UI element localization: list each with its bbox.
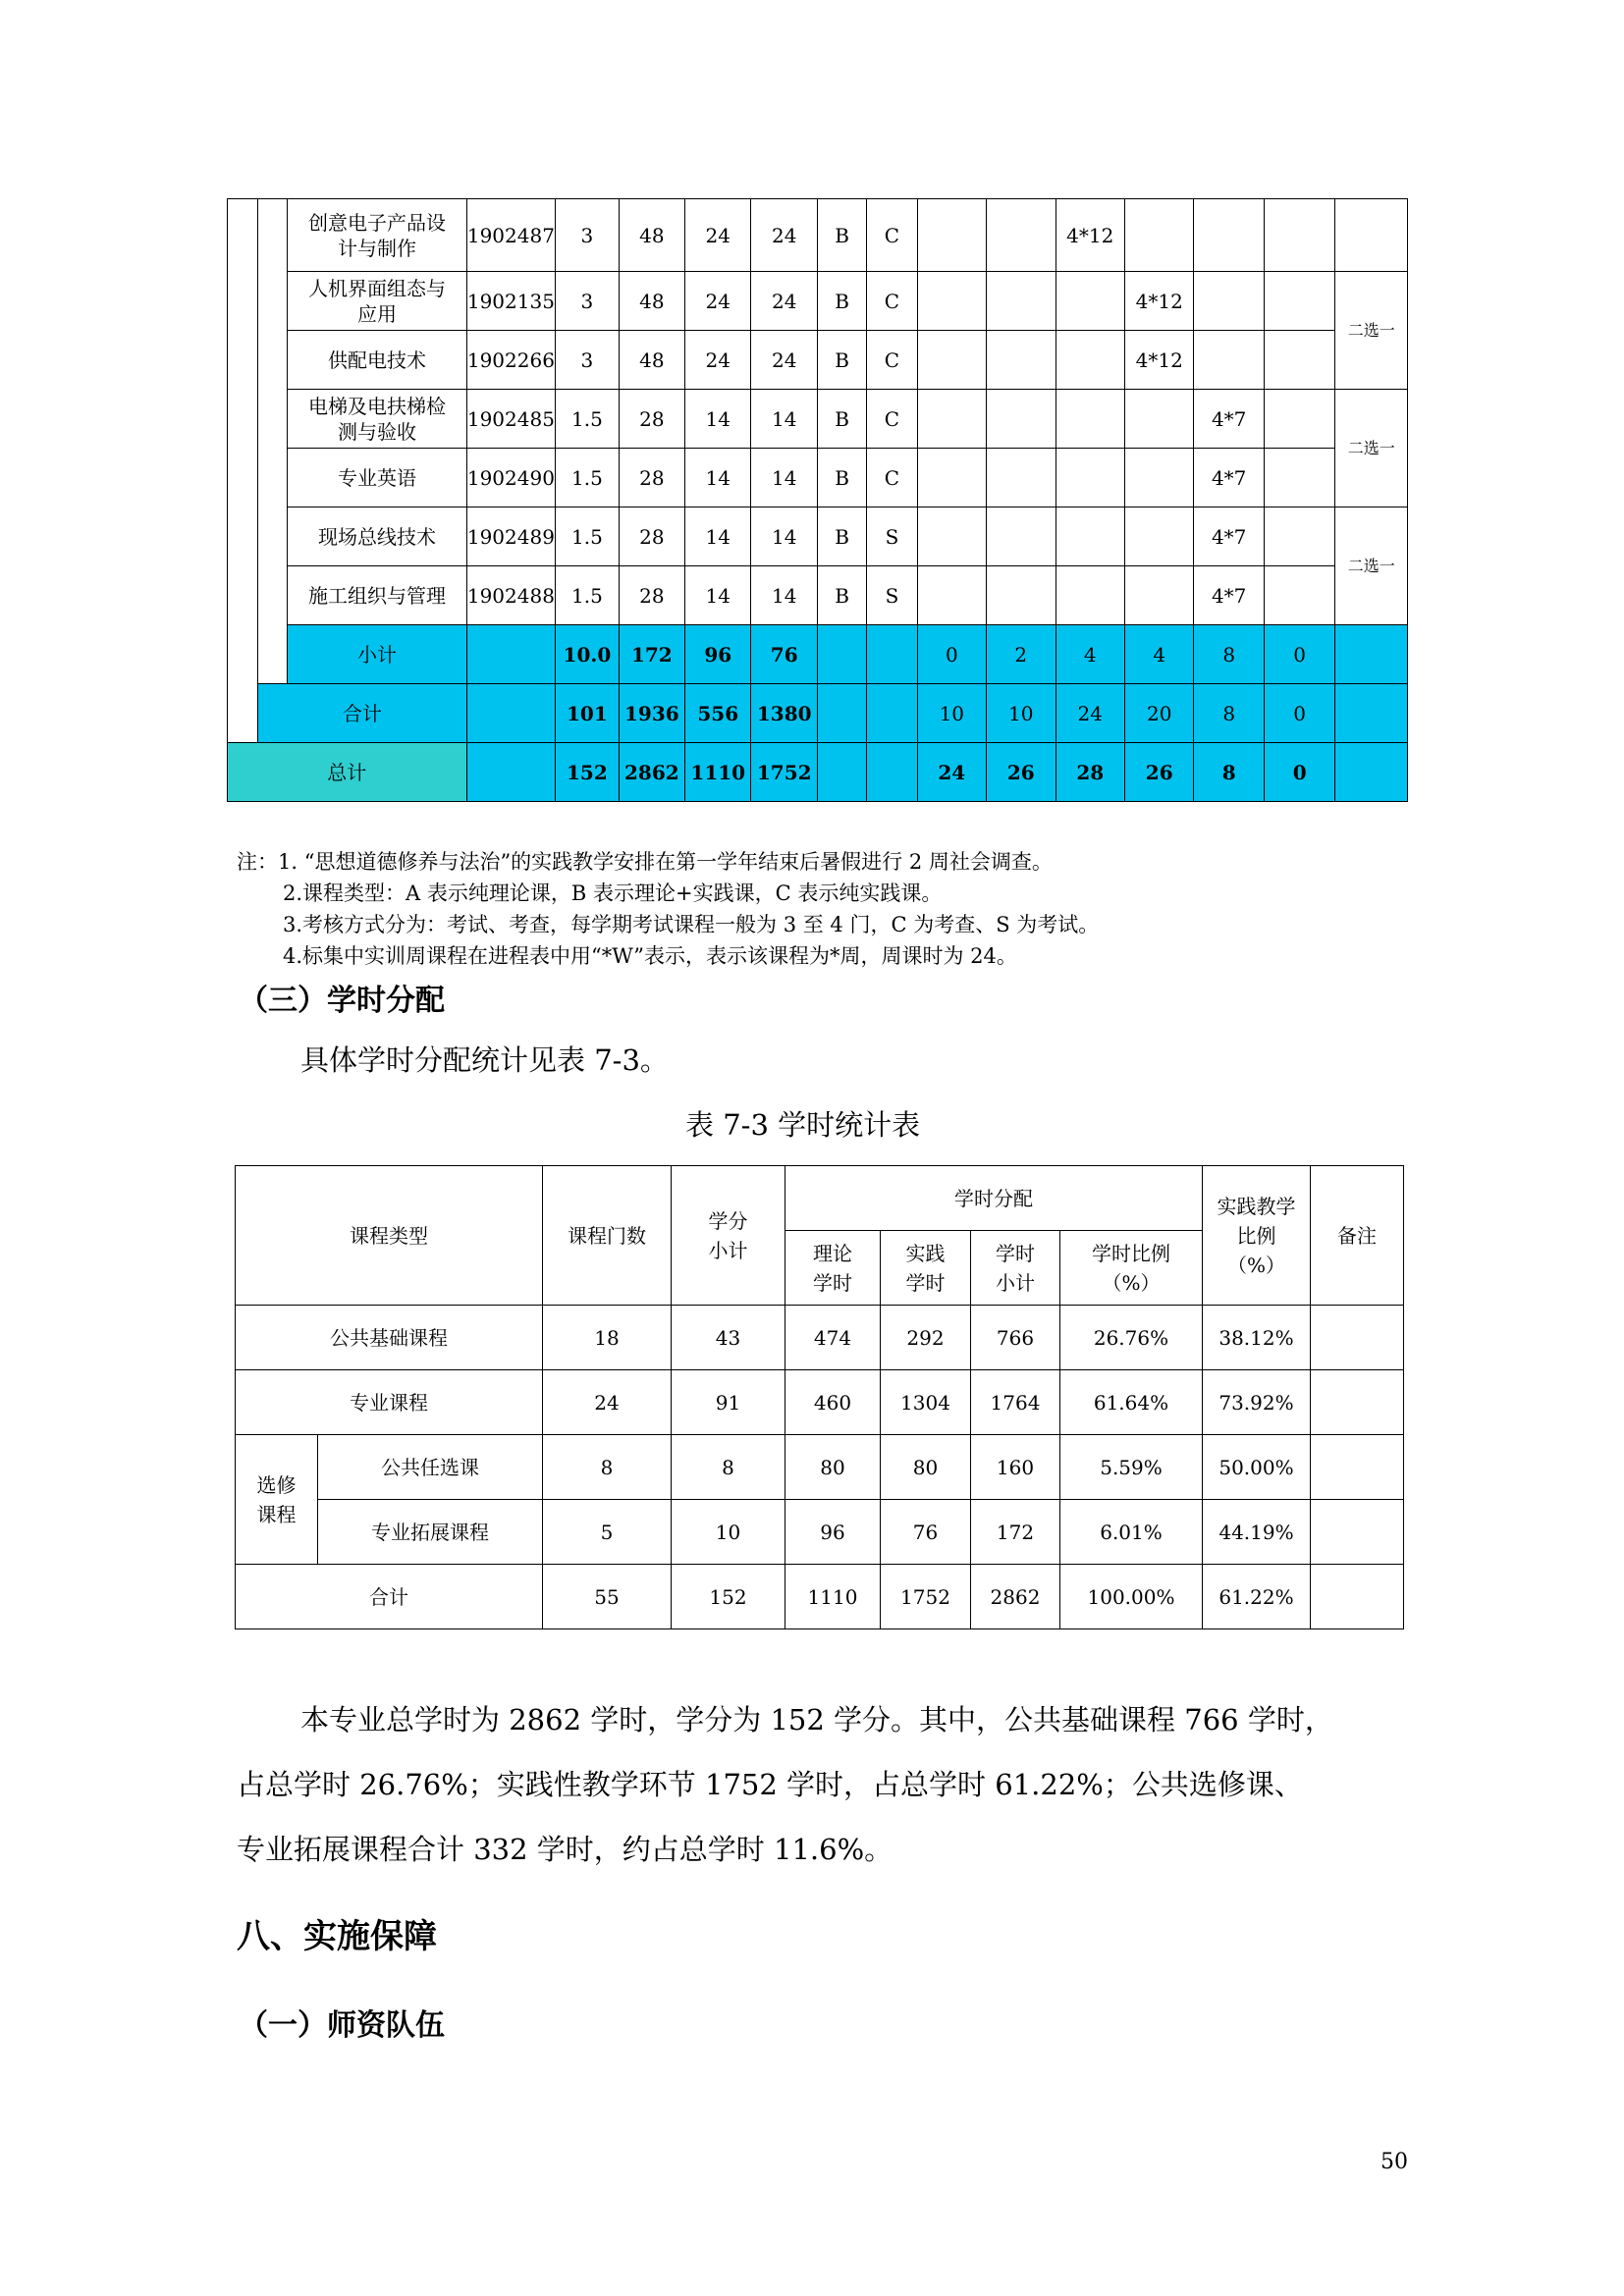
cell-s6 — [1264, 566, 1334, 625]
cell-s4 — [1124, 199, 1193, 272]
header-remark: 备注 — [1311, 1166, 1404, 1306]
cell-s3: 28 — [1056, 743, 1124, 802]
cell-remark — [1335, 625, 1408, 684]
cell-credit: 10 — [672, 1500, 785, 1565]
cell-total: 172 — [619, 625, 684, 684]
cell-s5: 4*7 — [1194, 390, 1264, 449]
cell-practice: 14 — [751, 390, 817, 449]
cell-s6 — [1264, 390, 1334, 449]
cell-subtotal: 172 — [971, 1500, 1060, 1565]
note-3: 3.考核方式分为：考试、考查，每学期考试课程一般为 3 至 4 门，C 为考查、S 为考试。 — [283, 913, 1100, 936]
cell-s6 — [1264, 272, 1334, 331]
header-practice-ratio: 实践教学比例（%） — [1203, 1166, 1311, 1306]
cell-theory: 1110 — [785, 1565, 881, 1629]
table-row-grand — [228, 743, 1408, 802]
cell-remark — [1311, 1306, 1404, 1370]
cell-practice: 14 — [751, 507, 817, 566]
table-row — [228, 507, 1408, 566]
cell-theory: 14 — [685, 566, 751, 625]
course-name: 人机界面组态与应用 — [288, 272, 466, 331]
cell-subtotal: 160 — [971, 1435, 1060, 1500]
header-hours-ratio: 学时比例（%） — [1060, 1231, 1203, 1306]
cell-s2 — [987, 331, 1056, 390]
elective-label: 选修课程 — [236, 1435, 318, 1565]
cell-count: 5 — [543, 1500, 672, 1565]
cell-credit: 152 — [672, 1565, 785, 1629]
cell-subtotal: 1764 — [971, 1370, 1060, 1435]
cell-theory: 24 — [685, 199, 751, 272]
choose-one-note: 二选一 — [1335, 272, 1408, 390]
cell-code — [466, 743, 556, 802]
cell-theory: 1110 — [685, 743, 751, 802]
cell-theory: 14 — [685, 507, 751, 566]
cell-s4 — [1124, 507, 1193, 566]
cell-s4: 4 — [1124, 625, 1193, 684]
course-name: 电梯及电扶梯检测与验收 — [288, 390, 466, 449]
table-row — [228, 390, 1408, 449]
note-2: 2.课程类型：A 表示纯理论课，B 表示理论+实践课，C 表示纯实践课。 — [283, 881, 943, 905]
cell-s1 — [917, 331, 986, 390]
cell-total: 28 — [619, 566, 684, 625]
cell-type: B — [817, 199, 866, 272]
choose-one-note: 二选一 — [1335, 390, 1408, 507]
cell-s6 — [1264, 507, 1334, 566]
cell-remark — [1311, 1565, 1404, 1629]
cell-practice-ratio: 61.22% — [1203, 1565, 1311, 1629]
row-name: 合计 — [236, 1565, 543, 1629]
cell-practice-ratio: 50.00% — [1203, 1435, 1311, 1500]
cell-code: 1902485 — [466, 390, 556, 449]
inner-group-cell — [258, 199, 288, 684]
cell-s4: 4*12 — [1124, 272, 1193, 331]
cell-ratio: 26.76% — [1060, 1306, 1203, 1370]
table-row — [236, 1306, 1404, 1370]
cell-credit: 3 — [556, 272, 619, 331]
cell-s5: 4*7 — [1194, 566, 1264, 625]
cell-subtotal: 766 — [971, 1306, 1060, 1370]
course-name: 创意电子产品设计与制作 — [288, 199, 466, 272]
cell-count: 24 — [543, 1370, 672, 1435]
cell-practice: 76 — [881, 1500, 971, 1565]
cell-s5: 8 — [1194, 743, 1264, 802]
header-hours-distribution: 学时分配 — [785, 1166, 1203, 1231]
cell-practice: 24 — [751, 331, 817, 390]
cell-remark — [1335, 199, 1408, 272]
cell-theory: 24 — [685, 331, 751, 390]
cell-s1 — [917, 507, 986, 566]
cell-theory: 474 — [785, 1306, 881, 1370]
cell-s1 — [917, 566, 986, 625]
cell-code: 1902490 — [466, 449, 556, 507]
cell-credit: 8 — [672, 1435, 785, 1500]
cell-theory: 96 — [685, 625, 751, 684]
cell-theory: 14 — [685, 449, 751, 507]
cell-total: 1936 — [619, 684, 684, 743]
cell-s3 — [1056, 331, 1124, 390]
cell-practice: 24 — [751, 199, 817, 272]
cell-s3 — [1056, 449, 1124, 507]
header-practice-hours: 实践学时 — [881, 1231, 971, 1306]
cell-s2 — [987, 507, 1056, 566]
cell-type: B — [817, 566, 866, 625]
note-4: 4.标集中实训周课程在进程表中用“*W”表示，表示该课程为*周，周课时为 24。 — [283, 944, 1017, 968]
cell-credit: 3 — [556, 199, 619, 272]
table-row — [236, 1370, 1404, 1435]
section-3-intro: 具体学时分配统计见表 7-3。 — [300, 1043, 669, 1077]
cell-assess: C — [867, 449, 917, 507]
cell-s6 — [1264, 199, 1334, 272]
cell-ratio: 61.64% — [1060, 1370, 1203, 1435]
cell-credit: 101 — [556, 684, 619, 743]
cell-theory: 80 — [785, 1435, 881, 1500]
cell-ratio: 5.59% — [1060, 1435, 1203, 1500]
cell-s2: 2 — [987, 625, 1056, 684]
cell-total: 48 — [619, 272, 684, 331]
cell-s5: 4*7 — [1194, 449, 1264, 507]
section-8-heading: 八、实施保障 — [237, 1917, 437, 1956]
cell-type — [817, 625, 866, 684]
course-name: 施工组织与管理 — [288, 566, 466, 625]
cell-code — [466, 625, 556, 684]
cell-subtotal: 2862 — [971, 1565, 1060, 1629]
cell-s3: 24 — [1056, 684, 1124, 743]
cell-total: 2862 — [619, 743, 684, 802]
cell-s4: 20 — [1124, 684, 1193, 743]
cell-assess — [867, 684, 917, 743]
cell-s1: 10 — [917, 684, 986, 743]
cell-credit: 43 — [672, 1306, 785, 1370]
row-name: 公共任选课 — [318, 1435, 543, 1500]
table-row-subtotal — [228, 625, 1408, 684]
cell-count: 8 — [543, 1435, 672, 1500]
header-theory-hours: 理论学时 — [785, 1231, 881, 1306]
cell-assess: C — [867, 390, 917, 449]
table-row — [228, 331, 1408, 390]
cell-credit: 1.5 — [556, 449, 619, 507]
cell-total: 28 — [619, 390, 684, 449]
hours-statistics-table — [235, 1165, 1404, 1629]
cell-s2: 10 — [987, 684, 1056, 743]
course-name: 供配电技术 — [288, 331, 466, 390]
row-name: 公共基础课程 — [236, 1306, 543, 1370]
cell-s5 — [1194, 272, 1264, 331]
summary-line-3: 专业拓展课程合计 332 学时，约占总学时 11.6%。 — [237, 1833, 893, 1866]
cell-practice: 14 — [751, 566, 817, 625]
cell-count: 18 — [543, 1306, 672, 1370]
table-caption: 表 7-3 学时统计表 — [685, 1108, 921, 1142]
cell-practice: 1752 — [751, 743, 817, 802]
course-name: 现场总线技术 — [288, 507, 466, 566]
cell-credit: 91 — [672, 1370, 785, 1435]
cell-s2 — [987, 272, 1056, 331]
cell-s3: 4*12 — [1056, 199, 1124, 272]
cell-theory: 24 — [685, 272, 751, 331]
cell-s4: 4*12 — [1124, 331, 1193, 390]
cell-total: 48 — [619, 331, 684, 390]
table-row-total — [236, 1565, 1404, 1629]
cell-total: 28 — [619, 449, 684, 507]
cell-s6: 0 — [1264, 743, 1334, 802]
cell-assess: C — [867, 199, 917, 272]
cell-s2: 26 — [987, 743, 1056, 802]
grand-total-label: 总计 — [228, 743, 467, 802]
cell-s3 — [1056, 507, 1124, 566]
cell-assess: C — [867, 331, 917, 390]
cell-s1: 24 — [917, 743, 986, 802]
cell-assess: C — [867, 272, 917, 331]
header-hours-subtotal: 学时小计 — [971, 1231, 1060, 1306]
cell-assess — [867, 625, 917, 684]
cell-s3 — [1056, 390, 1124, 449]
cell-practice: 76 — [751, 625, 817, 684]
note-1: 注：1. “思想道德修养与法治”的实践教学安排在第一学年结束后暑假进行 2 周社会调查。 — [237, 850, 1053, 874]
cell-practice: 1380 — [751, 684, 817, 743]
cell-s5 — [1194, 199, 1264, 272]
cell-type: B — [817, 507, 866, 566]
header-course-type: 课程类型 — [236, 1166, 543, 1306]
table-row — [236, 1435, 1404, 1500]
cell-practice-ratio: 73.92% — [1203, 1370, 1311, 1435]
cell-s5: 8 — [1194, 625, 1264, 684]
cell-s6 — [1264, 331, 1334, 390]
cell-type: B — [817, 331, 866, 390]
cell-credit: 1.5 — [556, 390, 619, 449]
cell-practice: 292 — [881, 1306, 971, 1370]
cell-assess: S — [867, 507, 917, 566]
cell-s3 — [1056, 272, 1124, 331]
cell-practice: 80 — [881, 1435, 971, 1500]
cell-code: 1902135 — [466, 272, 556, 331]
table-row — [228, 199, 1408, 272]
cell-type — [817, 743, 866, 802]
cell-s5: 4*7 — [1194, 507, 1264, 566]
cell-count: 55 — [543, 1565, 672, 1629]
cell-code — [466, 684, 556, 743]
cell-theory: 14 — [685, 390, 751, 449]
cell-remark — [1311, 1435, 1404, 1500]
course-plan-table — [227, 198, 1408, 802]
subtotal-label: 小计 — [288, 625, 466, 684]
cell-code: 1902488 — [466, 566, 556, 625]
cell-s2 — [987, 449, 1056, 507]
cell-s4 — [1124, 566, 1193, 625]
cell-s2 — [987, 199, 1056, 272]
cell-s1 — [917, 272, 986, 331]
cell-theory: 556 — [685, 684, 751, 743]
cell-remark — [1335, 684, 1408, 743]
cell-remark — [1311, 1370, 1404, 1435]
section-3-heading: （三）学时分配 — [239, 984, 445, 1018]
cell-s4 — [1124, 390, 1193, 449]
page-number: 50 — [1380, 2150, 1408, 2174]
cell-practice: 1752 — [881, 1565, 971, 1629]
cell-s2 — [987, 566, 1056, 625]
cell-total: 48 — [619, 199, 684, 272]
cell-s6 — [1264, 449, 1334, 507]
cell-theory: 96 — [785, 1500, 881, 1565]
table-row — [228, 566, 1408, 625]
cell-credit: 152 — [556, 743, 619, 802]
cell-s1 — [917, 199, 986, 272]
cell-s5: 8 — [1194, 684, 1264, 743]
row-name: 专业课程 — [236, 1370, 543, 1435]
choose-one-note: 二选一 — [1335, 507, 1408, 625]
cell-practice-ratio: 38.12% — [1203, 1306, 1311, 1370]
table-row — [228, 449, 1408, 507]
cell-s2 — [987, 390, 1056, 449]
cell-practice: 24 — [751, 272, 817, 331]
header-credit-subtotal: 学分小计 — [672, 1166, 785, 1306]
cell-s6: 0 — [1264, 684, 1334, 743]
summary-line-2: 占总学时 26.76%；实践性教学环节 1752 学时，占总学时 61.22%；公共选修课、 — [237, 1768, 1303, 1801]
cell-assess — [867, 743, 917, 802]
sum-label: 合计 — [258, 684, 466, 743]
course-name: 专业英语 — [288, 449, 466, 507]
cell-code: 1902489 — [466, 507, 556, 566]
cell-remark — [1335, 743, 1408, 802]
cell-type: B — [817, 449, 866, 507]
outer-group-cell — [228, 199, 258, 743]
cell-theory: 460 — [785, 1370, 881, 1435]
cell-remark — [1311, 1500, 1404, 1565]
cell-s3: 4 — [1056, 625, 1124, 684]
cell-type: B — [817, 390, 866, 449]
cell-s5 — [1194, 331, 1264, 390]
cell-ratio: 6.01% — [1060, 1500, 1203, 1565]
cell-type — [817, 684, 866, 743]
table-row-sum — [228, 684, 1408, 743]
cell-ratio: 100.00% — [1060, 1565, 1203, 1629]
table-row — [236, 1500, 1404, 1565]
cell-type: B — [817, 272, 866, 331]
cell-credit: 1.5 — [556, 507, 619, 566]
section-8-1-heading: （一）师资队伍 — [239, 2008, 445, 2043]
cell-practice: 14 — [751, 449, 817, 507]
row-name: 专业拓展课程 — [318, 1500, 543, 1565]
cell-assess: S — [867, 566, 917, 625]
cell-code: 1902266 — [466, 331, 556, 390]
cell-s1: 0 — [917, 625, 986, 684]
table-row — [228, 272, 1408, 331]
cell-practice-ratio: 44.19% — [1203, 1500, 1311, 1565]
cell-s4: 26 — [1124, 743, 1193, 802]
cell-s3 — [1056, 566, 1124, 625]
cell-credit: 3 — [556, 331, 619, 390]
cell-practice: 1304 — [881, 1370, 971, 1435]
summary-line-1: 本专业总学时为 2862 学时，学分为 152 学分。其中，公共基础课程 766 学时， — [300, 1703, 1333, 1736]
cell-credit: 1.5 — [556, 566, 619, 625]
cell-credit: 10.0 — [556, 625, 619, 684]
cell-s4 — [1124, 449, 1193, 507]
cell-s1 — [917, 449, 986, 507]
cell-s1 — [917, 390, 986, 449]
cell-total: 28 — [619, 507, 684, 566]
cell-code: 1902487 — [466, 199, 556, 272]
header-course-count: 课程门数 — [543, 1166, 672, 1306]
cell-s6: 0 — [1264, 625, 1334, 684]
